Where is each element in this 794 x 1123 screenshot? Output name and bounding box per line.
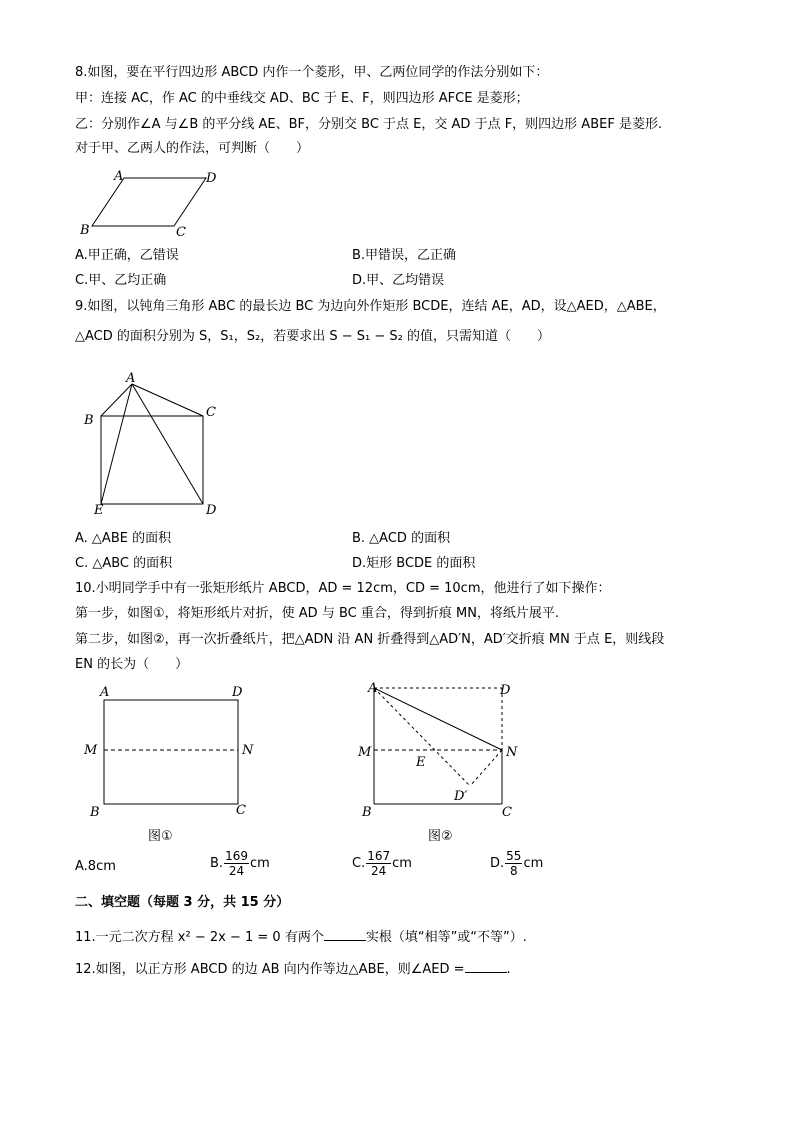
q9-line-2: △ACD 的面积分别为 S，S₁，S₂，若要求出 S − S₁ − S₂ 的值，只需知道（ ） [75,329,550,344]
q9-label-e: E [94,503,104,518]
q10-fig2-label-a: A [368,681,378,696]
q10-fig2-label-c: C [502,805,512,820]
q10-fig2-label-b: B [362,805,372,820]
q10-option-b[interactable] [210,849,270,878]
q10-option-d-fraction [505,849,522,878]
q10-option-b-prefix: B. [210,856,224,871]
q10-fig1-label-n: N [242,743,254,758]
q9-option-b[interactable]: B. △ACD 的面积 [352,531,451,546]
q12-text [75,960,511,979]
q12-answer-blank[interactable] [465,960,507,973]
q10-figure-2 [352,680,532,848]
q11-after: 实根（填“相等”或“不等”）. [365,930,527,945]
q8-method-jia: 甲：连接 AC，作 AC 的中垂线交 AD、BC 于 E、F，则四边形 AFCE 是菱形； [75,91,529,106]
q10-option-c-fraction [366,849,391,878]
q11-before: 11.一元二次方程 x² − 2x − 1 = 0 有两个 [75,930,324,945]
q9-rectangle-figure [80,368,230,520]
q10-option-c-unit: cm [392,856,412,871]
q12-after: . [506,962,511,977]
q10-fig2-label-e: E [416,755,426,770]
q9-label-d: D [206,503,217,518]
q10-line-3: 第二步，如图②，再一次折叠纸片，把△ADN 沿 AN 折叠得到△AD′N，AD′交折痕 MN 于点 E，则线段 [75,632,665,647]
q10-option-c-prefix: C. [352,856,366,871]
q10-option-c[interactable] [352,849,412,878]
q9-option-d[interactable]: D.矩形 BCDE 的面积 [352,556,476,571]
q9-label-a: A [126,371,136,386]
q10-fig2-label-n: N [506,745,518,760]
q8-option-c[interactable]: C.甲、乙均正确 [75,273,167,288]
q9-line-1: 9.如图，以钝角三角形 ABC 的最长边 BC 为边向外作矩形 BCDE，连结 AE，AD，设△AED，△ABE， [75,299,666,314]
q10-line-1: 10.小明同学手中有一张矩形纸片 ABCD，AD = 12cm，CD = 10cm，他进行了如下操作： [75,581,611,596]
q10-option-d-denominator: 8 [509,864,518,878]
q10-option-b-denominator: 24 [228,864,245,878]
q10-figure-1 [80,680,260,848]
q10-fig2-label-d: D [500,683,511,698]
q11-text [75,928,527,947]
q8-label-c: C [176,225,186,238]
q10-fig1-label-d: D [232,685,243,700]
q8-stem: 8.如图，要在平行四边形 ABCD 内作一个菱形，甲、乙两位同学的作法分别如下： [75,65,549,80]
q10-fig1-caption: 图① [148,829,173,844]
q10-fig1-label-c: C [236,803,246,818]
q11-answer-blank[interactable] [324,928,366,941]
q8-option-a[interactable]: A.甲正确，乙错误 [75,248,179,263]
q10-fig1-label-b: B [90,805,100,820]
q10-fig2-label-dprime: D′ [454,789,468,804]
q8-question: 对于甲、乙两人的作法，可判断（ ） [75,141,310,156]
section-2-title: 二、填空题（每题 3 分，共 15 分） [75,895,290,910]
q8-option-b[interactable]: B.甲错误，乙正确 [352,248,457,263]
q8-label-a: A [114,169,124,184]
q10-option-d-unit: cm [523,856,544,871]
q10-option-d-numerator: 55 [506,849,522,863]
q8-parallelogram-figure [78,166,228,238]
q10-option-b-fraction [224,849,249,878]
q10-fig1-label-a: A [100,685,110,700]
q12-before: 12.如图，以正方形 ABCD 的边 AB 向内作等边△ABE，则∠AED = [75,962,465,977]
q10-fig2-caption: 图② [428,829,453,844]
q10-option-b-numerator: 169 [225,849,248,863]
q10-option-d[interactable] [490,849,543,878]
q10-line-4: EN 的长为（ ） [75,657,189,672]
q10-option-a[interactable]: A.8cm [75,859,116,874]
q10-option-c-denominator: 24 [371,864,387,878]
q10-line-2: 第一步，如图①，将矩形纸片对折，使 AD 与 BC 重合，得到折痕 MN，将纸片展平. [75,606,560,621]
q8-label-b: B [80,223,90,238]
q9-label-c: C [206,405,216,420]
q10-fig2-label-m: M [358,745,372,760]
q10-fig1-label-m: M [84,743,98,758]
q8-option-d[interactable]: D.甲、乙均错误 [352,273,445,288]
q8-label-d: D [206,171,217,186]
q8-method-yi: 乙：分别作∠A 与∠B 的平分线 AE、BF，分别交 BC 于点 E，交 AD 于点 F，则四边形 ABEF 是菱形. [75,117,663,132]
q10-option-b-unit: cm [249,856,270,871]
q9-option-c[interactable]: C. △ABC 的面积 [75,556,173,571]
q9-option-a[interactable]: A. △ABE 的面积 [75,531,172,546]
q10-option-c-numerator: 167 [367,849,391,863]
q9-label-b: B [84,413,94,428]
q10-option-d-prefix: D. [490,856,505,871]
